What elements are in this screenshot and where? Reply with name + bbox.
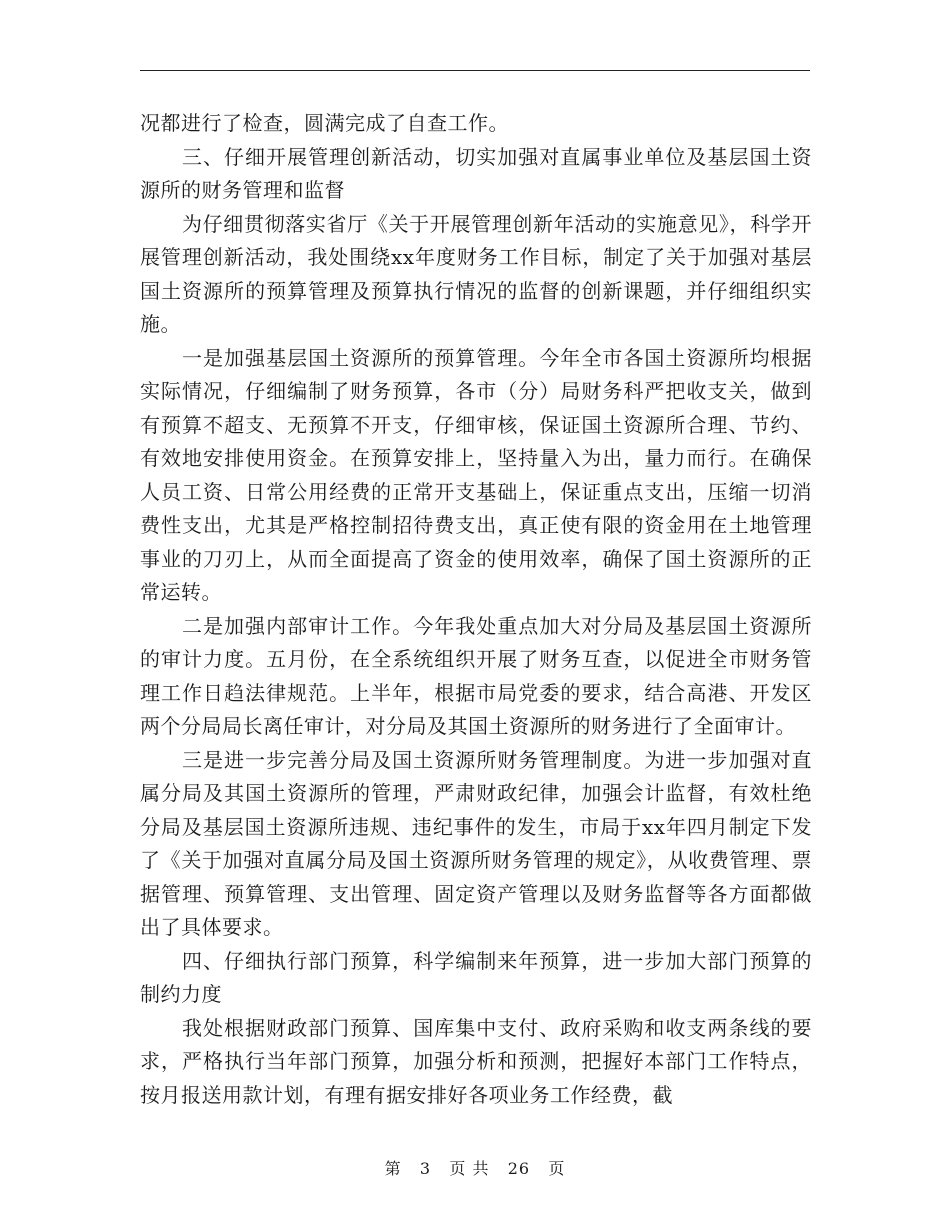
header-rule: [140, 70, 810, 71]
paragraph-8: 我处根据财政部门预算、国库集中支付、政府采购和收支两条线的要求，严格执行当年部门预算，加强分析和预测，把握好本部门工作特点，按月报送用款计划，有理有据安排好各项业务工作经费，截: [140, 1015, 812, 1107]
document-body: [140, 107, 812, 1112]
section-heading-4: 四、仔细执行部门预算，科学编制来年预算，进一步加大部门预算的制约力度: [140, 948, 812, 1006]
footer-total-pages: 26: [507, 1159, 531, 1178]
section-heading-3: 三、仔细开展管理创新活动，切实加强对直属事业单位及基层国土资源所的财务管理和监督: [140, 144, 812, 202]
paragraph-5: 二是加强内部审计工作。今年我处重点加大对分局及基层国土资源所的审计力度。五月份，在全系统组织开展了财务互查，以促进全市财务管理工作日趋法律规范。上半年，根据市局党委的要求，结合高港、开发区两个分局局长离任审计，对分局及其国土资源所的财务进行了全面审计。: [140, 613, 812, 738]
footer-middle: 页 共: [449, 1159, 490, 1178]
footer-current-page: 3: [419, 1159, 432, 1178]
paragraph-4: 一是加强基层国土资源所的预算管理。今年全市各国土资源所均根据实际情况，仔细编制了财务预算，各市（分）局财务科严把收支关，做到有预算不超支、无预算不开支，仔细审核，保证国土资源所合理、节约、有效地安排使用资金。在预算安排上，坚持量入为出，量力而行。在确保人员工资、日常公用经费的正常开支基础上，保证重点支出，压缩一切消费性支出，尤其是严格控制招待费支出，真正使有限的资金用在土地管理事业的刀刃上，从而全面提高了资金的使用效率，确保了国土资源所的正常运转。: [140, 345, 812, 604]
page-footer: [0, 1156, 950, 1179]
footer-prefix: 第: [384, 1159, 402, 1178]
paragraph-3: 为仔细贯彻落实省厅《关于开展管理创新年活动的实施意见》，科学开展管理创新活动，我处围绕xx年度财务工作目标，制定了关于加强对基层国土资源所的预算管理及预算执行情况的监督的创新课题，并仔细组织实施。: [140, 211, 812, 336]
footer-suffix: 页: [548, 1159, 566, 1178]
paragraph-6: 三是进一步完善分局及国土资源所财务管理制度。为进一步加强对直属分局及其国土资源所的管理，严肃财政纪律，加强会计监督，有效杜绝分局及基层国土资源所违规、违纪事件的发生，市局于xx年四月制定下发了《关于加强对直属分局及国土资源所财务管理的规定》，从收费管理、票据管理、预算管理、支出管理、固定资产管理以及财务监督等各方面都做出了具体要求。: [140, 747, 812, 939]
paragraph-1: 况都进行了检查，圆满完成了自查工作。: [140, 111, 509, 135]
